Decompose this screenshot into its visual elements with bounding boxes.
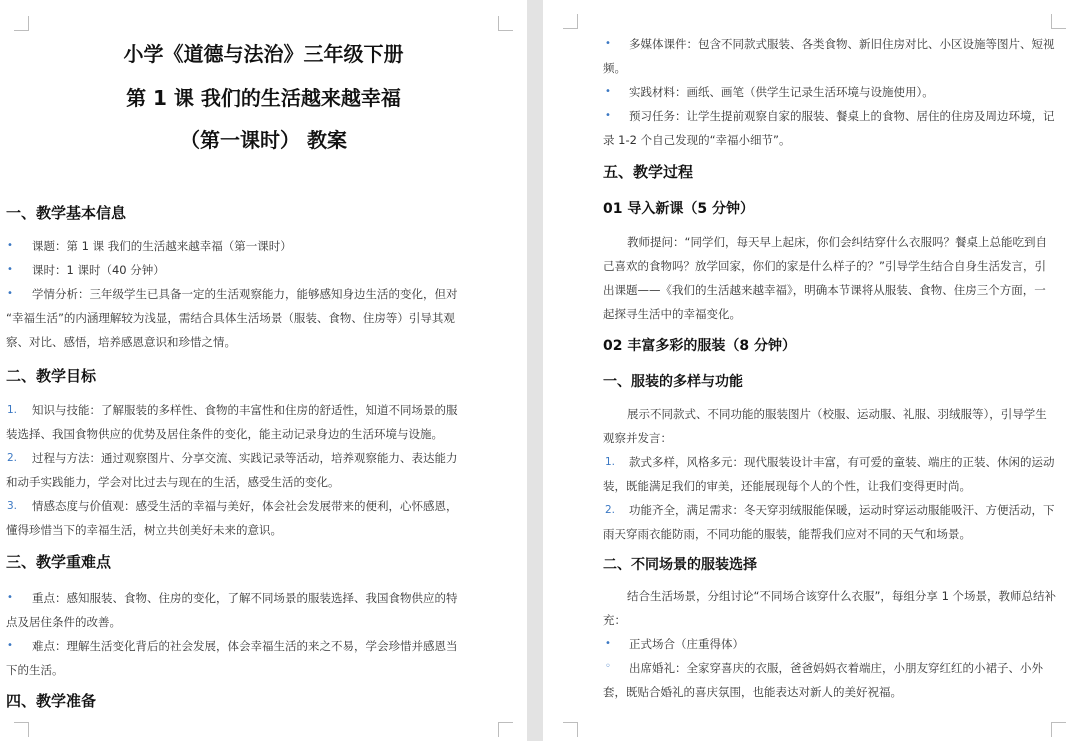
step-heading-intro: 01 导入新课（5 分钟） bbox=[603, 201, 754, 217]
bullet: • bbox=[605, 638, 611, 649]
paragraph-line: 结合生活场景，分组讨论“不同场合该穿什么衣服”，每组分享 1 个场景，教师总结补 bbox=[627, 589, 1057, 603]
list-item-line: 频。 bbox=[603, 61, 626, 75]
page-corner-mark bbox=[1051, 722, 1066, 737]
list-item-line: 装，既能满足我们的审美，还能展现每个人的个性，让我们变得更时尚。 bbox=[603, 479, 971, 493]
list-number: 3. bbox=[7, 500, 18, 512]
sub-bullet: ◦ bbox=[605, 661, 611, 672]
list-item-line: 察、对比、感悟，培养感恩意识和珍惜之情。 bbox=[6, 335, 236, 349]
paragraph-line: 出课题——《我们的生活越来越幸福》，明确本节课将从服装、食物、住房三个方面，一 bbox=[603, 283, 1046, 297]
lesson-subtitle: （第一课时） 教案 bbox=[180, 128, 347, 152]
section-heading-basic-info: 一、教学基本信息 bbox=[6, 204, 127, 222]
list-item-line: 装选择、我国食物供应的优势及居住条件的变化，能主动记录身边的生活环境与设施。 bbox=[6, 427, 443, 441]
list-item-line: 过程与方法：通过观察图片、分享交流、实践记录等活动，培养观察能力、表达能力 bbox=[32, 451, 458, 465]
list-number: 1. bbox=[605, 456, 616, 468]
list-number: 2. bbox=[605, 504, 616, 516]
paragraph-line: 充： bbox=[603, 613, 626, 627]
bullet: • bbox=[7, 264, 13, 275]
list-item-line: 实践材料：画纸、画笔（供学生记录生活环境与设施使用）。 bbox=[629, 85, 934, 99]
lesson-title: 第 1 课 我们的生活越来越幸福 bbox=[126, 86, 401, 110]
bullet: • bbox=[7, 240, 13, 251]
list-number: 1. bbox=[7, 404, 18, 416]
page-corner-mark bbox=[498, 16, 513, 31]
bullet: • bbox=[7, 288, 13, 299]
bullet: • bbox=[7, 640, 13, 651]
page-corner-mark bbox=[1051, 14, 1066, 29]
list-item-line: 多媒体课件：包含不同款式服装、各类食物、新旧住房对比、小区设施等图片、短视 bbox=[629, 37, 1055, 51]
list-item-line: 学情分析：三年级学生已具备一定的生活观察能力，能够感知身边生活的变化，但对 bbox=[32, 287, 458, 301]
bullet: • bbox=[7, 592, 13, 603]
list-item-line: 难点：理解生活变化背后的社会发展，体会幸福生活的来之不易，学会珍惜并感恩当 bbox=[32, 639, 458, 653]
list-item-line: 重点：感知服装、食物、住房的变化，了解不同场景的服装选择、我国食物供应的特 bbox=[32, 591, 458, 605]
document-page-right bbox=[543, 0, 1080, 741]
subsection-heading-clothing-variety: 一、服装的多样与功能 bbox=[603, 374, 743, 390]
list-item-line: 情感态度与价值观：感受生活的幸福与美好，体会社会发展带来的便利，心怀感恩， bbox=[32, 499, 458, 513]
page-corner-mark bbox=[14, 722, 29, 737]
list-item-line: 懂得珍惜当下的幸福生活，树立共创美好未来的意识。 bbox=[6, 523, 282, 537]
list-number: 2. bbox=[7, 452, 18, 464]
subsection-heading-clothing-scenes: 二、不同场景的服装选择 bbox=[603, 557, 757, 573]
bullet: • bbox=[605, 86, 611, 97]
paragraph-line: 起探寻生活中的幸福变化。 bbox=[603, 307, 741, 321]
document-page-left bbox=[0, 0, 527, 741]
list-item-line: 款式多样，风格多元：现代服装设计丰富，有可爱的童装、端庄的正装、休闲的运动 bbox=[629, 455, 1055, 469]
section-heading-preparation: 四、教学准备 bbox=[6, 692, 97, 710]
bullet: • bbox=[605, 38, 611, 49]
bullet: • bbox=[605, 110, 611, 121]
list-item-line: 出席婚礼：全家穿喜庆的衣服，爸爸妈妈衣着端庄，小朋友穿红红的小裙子、小外 bbox=[629, 661, 1043, 675]
list-item-line: 正式场合（庄重得体） bbox=[629, 637, 744, 651]
step-heading-clothing: 02 丰富多彩的服装（8 分钟） bbox=[603, 338, 796, 354]
section-heading-process: 五、教学过程 bbox=[603, 163, 694, 181]
page-corner-mark bbox=[498, 722, 513, 737]
paragraph-line: 己喜欢的食物吗？放学回家，你们的家是什么样子的？”引导学生结合自身生活发言，引 bbox=[603, 259, 1046, 273]
page-corner-mark bbox=[563, 722, 578, 737]
list-item-line: 套，既贴合婚礼的喜庆氛围，也能表达对新人的美好祝福。 bbox=[603, 685, 902, 699]
list-item-line: “幸福生活”的内涵理解较为浅显，需结合具体生活场景（服装、食物、住房等）引导其观 bbox=[6, 311, 455, 325]
list-item-line: 录 1-2 个自己发现的“幸福小细节”。 bbox=[603, 133, 791, 147]
page-gap bbox=[527, 0, 543, 741]
list-item-line: 点及居住条件的改善。 bbox=[6, 615, 121, 629]
document-title: 小学《道德与法治》三年级下册 bbox=[123, 42, 404, 66]
list-item-line: 下的生活。 bbox=[6, 663, 64, 677]
list-item-line: 和动手实践能力，学会对比过去与现在的生活，感受生活的变化。 bbox=[6, 475, 340, 489]
list-item-line: 预习任务：让学生提前观察自家的服装、餐桌上的食物、居住的住房及周边环境，记 bbox=[629, 109, 1055, 123]
section-heading-key-points: 三、教学重难点 bbox=[6, 553, 112, 571]
paragraph-line: 观察并发言： bbox=[603, 431, 672, 445]
page-corner-mark bbox=[14, 16, 29, 31]
paragraph-line: 教师提问：“同学们，每天早上起床，你们会纠结穿什么衣服吗？餐桌上总能吃到自 bbox=[627, 235, 1047, 249]
list-item-line: 功能齐全，满足需求：冬天穿羽绒服能保暖，运动时穿运动服能吸汗、方便活动，下 bbox=[629, 503, 1055, 517]
paragraph-line: 展示不同款式、不同功能的服装图片（校服、运动服、礼服、羽绒服等），引导学生 bbox=[627, 407, 1047, 421]
list-item: 课题：第 1 课 我们的生活越来越幸福（第一课时） bbox=[32, 239, 292, 253]
list-item-line: 雨天穿雨衣能防雨，不同功能的服装，能帮我们应对不同的天气和场景。 bbox=[603, 527, 971, 541]
section-heading-objectives: 二、教学目标 bbox=[6, 367, 97, 385]
page-corner-mark bbox=[563, 14, 578, 29]
list-item: 课时：1 课时（40 分钟） bbox=[32, 263, 165, 277]
list-item-line: 知识与技能：了解服装的多样性、食物的丰富性和住房的舒适性，知道不同场景的服 bbox=[32, 403, 458, 417]
